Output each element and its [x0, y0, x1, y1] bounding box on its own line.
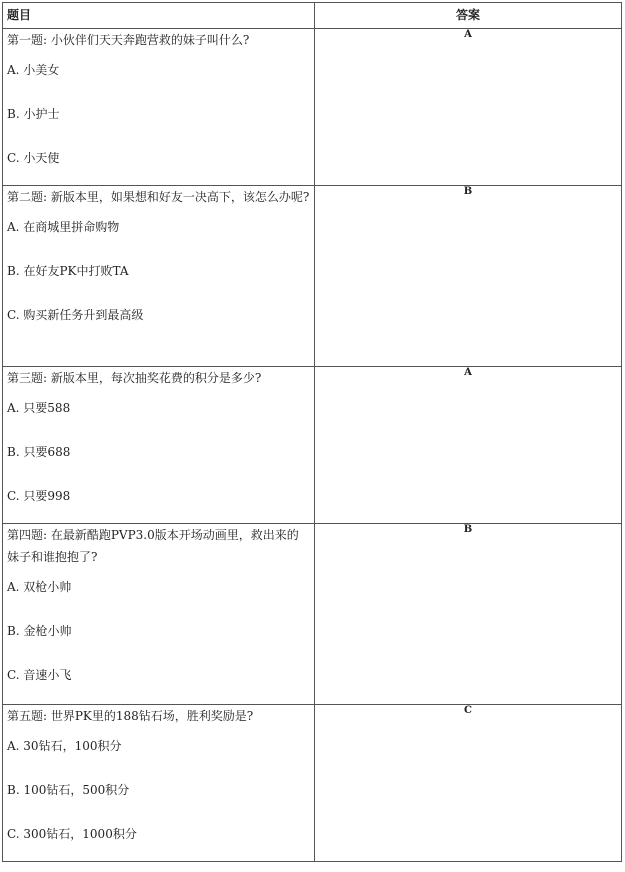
option-a: A. 在商城里拼命购物 — [7, 220, 120, 234]
option-c: C. 只要998 — [7, 489, 71, 503]
question-text: 第一题: 小伙伴们天天奔跑营救的妹子叫什么? — [7, 33, 250, 47]
option-c: C. 小天使 — [7, 151, 60, 165]
question-cell — [3, 524, 315, 705]
question-cell — [3, 29, 315, 186]
answer-cell: B — [315, 186, 622, 367]
table-row — [3, 367, 622, 524]
question-text: 第三题: 新版本里，每次抽奖花费的积分是多少? — [7, 371, 262, 385]
option-c: C. 300钻石，1000积分 — [7, 827, 137, 841]
option-b: B. 小护士 — [7, 107, 60, 121]
answer-cell: A — [315, 29, 622, 186]
quiz-table — [2, 2, 622, 862]
option-b: B. 金枪小帅 — [7, 624, 72, 638]
table-row — [3, 29, 622, 186]
option-b: B. 100钻石，500积分 — [7, 783, 130, 797]
answer-cell: B — [315, 524, 622, 705]
question-text: 第二题: 新版本里，如果想和好友一决高下，该怎么办呢? — [7, 190, 310, 204]
question-text: 第四题: 在最新酷跑PVP3.0版本开场动画里，救出来的妹子和谁抱抱了? — [7, 528, 299, 564]
question-text: 第五题: 世界PK里的188钻石场，胜利奖励是? — [7, 709, 254, 723]
header-answer: 答案 — [315, 3, 622, 29]
option-b: B. 只要688 — [7, 445, 71, 459]
question-cell — [3, 367, 315, 524]
table-row — [3, 705, 622, 862]
option-a: A. 只要588 — [7, 401, 71, 415]
answer-cell: C — [315, 705, 622, 862]
question-cell — [3, 186, 315, 367]
table-row — [3, 524, 622, 705]
header-question: 题目 — [3, 3, 315, 29]
option-c: C. 购买新任务升到最高级 — [7, 308, 144, 322]
option-a: A. 小美女 — [7, 63, 60, 77]
question-cell — [3, 705, 315, 862]
option-a: A. 双枪小帅 — [7, 580, 72, 594]
option-b: B. 在好友PK中打败TA — [7, 264, 129, 278]
option-a: A. 30钻石，100积分 — [7, 739, 122, 753]
table-row — [3, 186, 622, 367]
answer-cell: A — [315, 367, 622, 524]
table-header-row — [3, 3, 622, 29]
option-c: C. 音速小飞 — [7, 668, 72, 682]
